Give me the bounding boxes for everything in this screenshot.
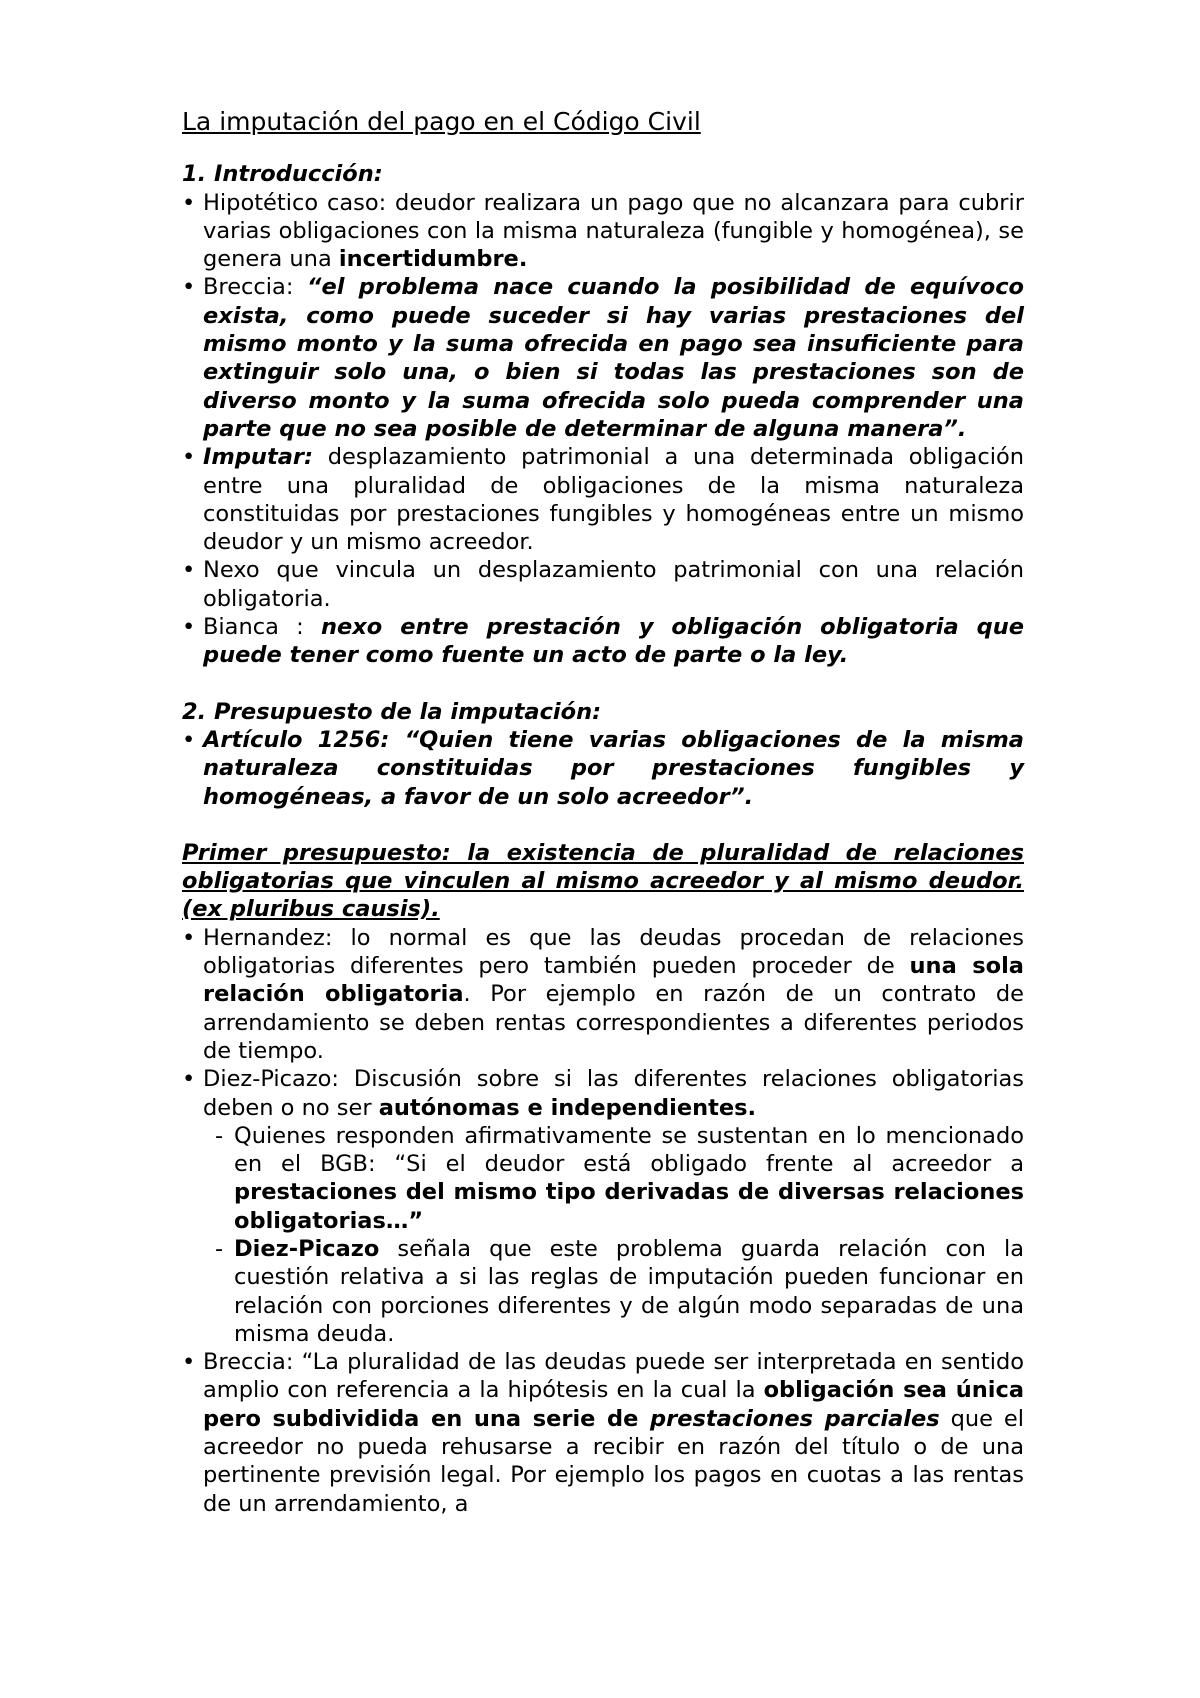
bold-text: incertidumbre. — [338, 246, 528, 273]
list-item — [182, 556, 1024, 613]
dash-icon: - — [215, 1122, 224, 1149]
bullet-icon: • — [182, 614, 196, 641]
text-run: Nexo que vincula un desplazamiento patrimonial con una relación obligatoria. — [203, 557, 1024, 612]
text-run: Diez-Picazo: Discusión sobre si las diferentes relaciones obligatorias deben o no ser — [203, 1066, 1024, 1121]
list-item — [182, 443, 1024, 556]
spacer — [182, 670, 1024, 698]
document-title: La imputación del pago en el Código Civil — [182, 107, 701, 136]
text-run: Breccia: — [203, 274, 307, 301]
term-label: Imputar: — [203, 444, 313, 471]
text-run: que el acreedor no pueda rehusarse a recibir en razón del título o de una pertinente previsión legal. Por ejemplo los pagos en cuotas a las rentas de un arrendamiento, a — [203, 1405, 1024, 1517]
list-item — [182, 189, 1024, 274]
bullet-icon: • — [182, 274, 196, 301]
bold-text: una sola relación obligatoria — [203, 953, 1024, 1008]
list-item — [182, 1065, 1024, 1348]
quote-text: “el problema nace cuando la posibilidad de equívoco exista, como puede suceder si hay varias prestaciones del mismo monto y la suma ofrecida en pago sea insuficiente para extinguir solo una, o bien si todas las prestaciones son de diverso monto y la suma ofrecida solo pueda comprender una parte que no sea posible de determinar de alguna manera”. — [203, 274, 1024, 442]
text-run: desplazamiento patrimonial a una determinada obligación entre una pluralidad de obligaciones de la misma naturaleza constituidas por prestaciones fungibles y homogéneas entre un mismo deudor y un mismo acreedor. — [203, 444, 1024, 556]
bullet-icon: • — [182, 1066, 196, 1093]
list-item — [182, 726, 1024, 811]
subsection-list — [182, 924, 1024, 1518]
document-page — [182, 108, 1024, 1518]
spacer — [182, 811, 1024, 839]
text-run: . Por ejemplo en razón de un contrato de arrendamiento se deben rentas correspondientes a diferentes periodos de tiempo. — [203, 981, 1025, 1064]
bold-text: prestaciones del mismo tipo derivadas de diversas relaciones obligatorias…” — [234, 1179, 1024, 1234]
bold-text: Diez-Picazo — [234, 1235, 380, 1262]
dash-list — [182, 1122, 1024, 1348]
text-run: Quienes responden afirmativamente se sustentan en lo mencionado en el BGB: “Si el deudor está obligado frente al acreedor a — [234, 1122, 1024, 1178]
subsection-heading: Primer presupuesto: la existencia de pluralidad de relaciones obligatorias que vinculen al mismo acreedor y al mismo deudor. (ex pluribus causis). — [182, 839, 1024, 923]
bold-italic-text: prestaciones parciales — [650, 1405, 940, 1432]
text-run: Breccia: “La pluralidad de las deudas puede ser interpretada en sentido amplio con referencia a la hipótesis en la cual la — [203, 1349, 1024, 1404]
section-1-heading: 1. Introducción: — [182, 161, 383, 188]
list-item — [182, 613, 1024, 670]
section-2-list — [182, 726, 1024, 811]
list-item — [182, 273, 1024, 443]
bullet-icon: • — [182, 924, 196, 951]
text-run: Hipotético caso: deudor realizara un pago que no alcanzara para cubrir varias obligaciones con la misma naturaleza (fungible y homogénea), se genera una — [203, 189, 1024, 273]
text-run: Hernandez: lo normal es que las deudas procedan de relaciones obligatorias diferentes pero también pueden proceder de — [203, 924, 1024, 980]
bullet-icon: • — [182, 1349, 196, 1376]
bullet-icon: • — [182, 557, 196, 584]
text-run: señala que este problema guarda relación con la cuestión relativa a si las reglas de imputación pueden funcionar en relación con porciones diferentes y de algún modo separadas de una misma deuda. — [234, 1235, 1024, 1347]
quote-text: nexo entre prestación y obligación obligatoria que puede tener como fuente un acto de parte o la ley. — [203, 614, 1025, 669]
section-1-list — [182, 189, 1024, 670]
list-item — [182, 924, 1024, 1065]
section-2-heading: 2. Presupuesto de la imputación: — [182, 698, 602, 725]
quote-text: Artículo 1256: “Quien tiene varias obligaciones de la misma naturaleza constituidas por prestaciones fungibles y homogéneas, a favor de un solo acreedor”. — [203, 726, 1024, 810]
bold-text: autónomas e independientes. — [378, 1094, 757, 1121]
text-run: Bianca : — [203, 614, 322, 641]
dash-item — [213, 1235, 1024, 1348]
bullet-icon: • — [182, 189, 196, 216]
bullet-icon: • — [182, 444, 196, 471]
dash-icon: - — [215, 1235, 224, 1262]
dash-item — [213, 1122, 1024, 1235]
bold-text: obligación sea única pero subdividida en una serie de — [203, 1377, 1025, 1432]
list-item — [182, 1348, 1024, 1518]
bullet-icon: • — [182, 726, 196, 753]
